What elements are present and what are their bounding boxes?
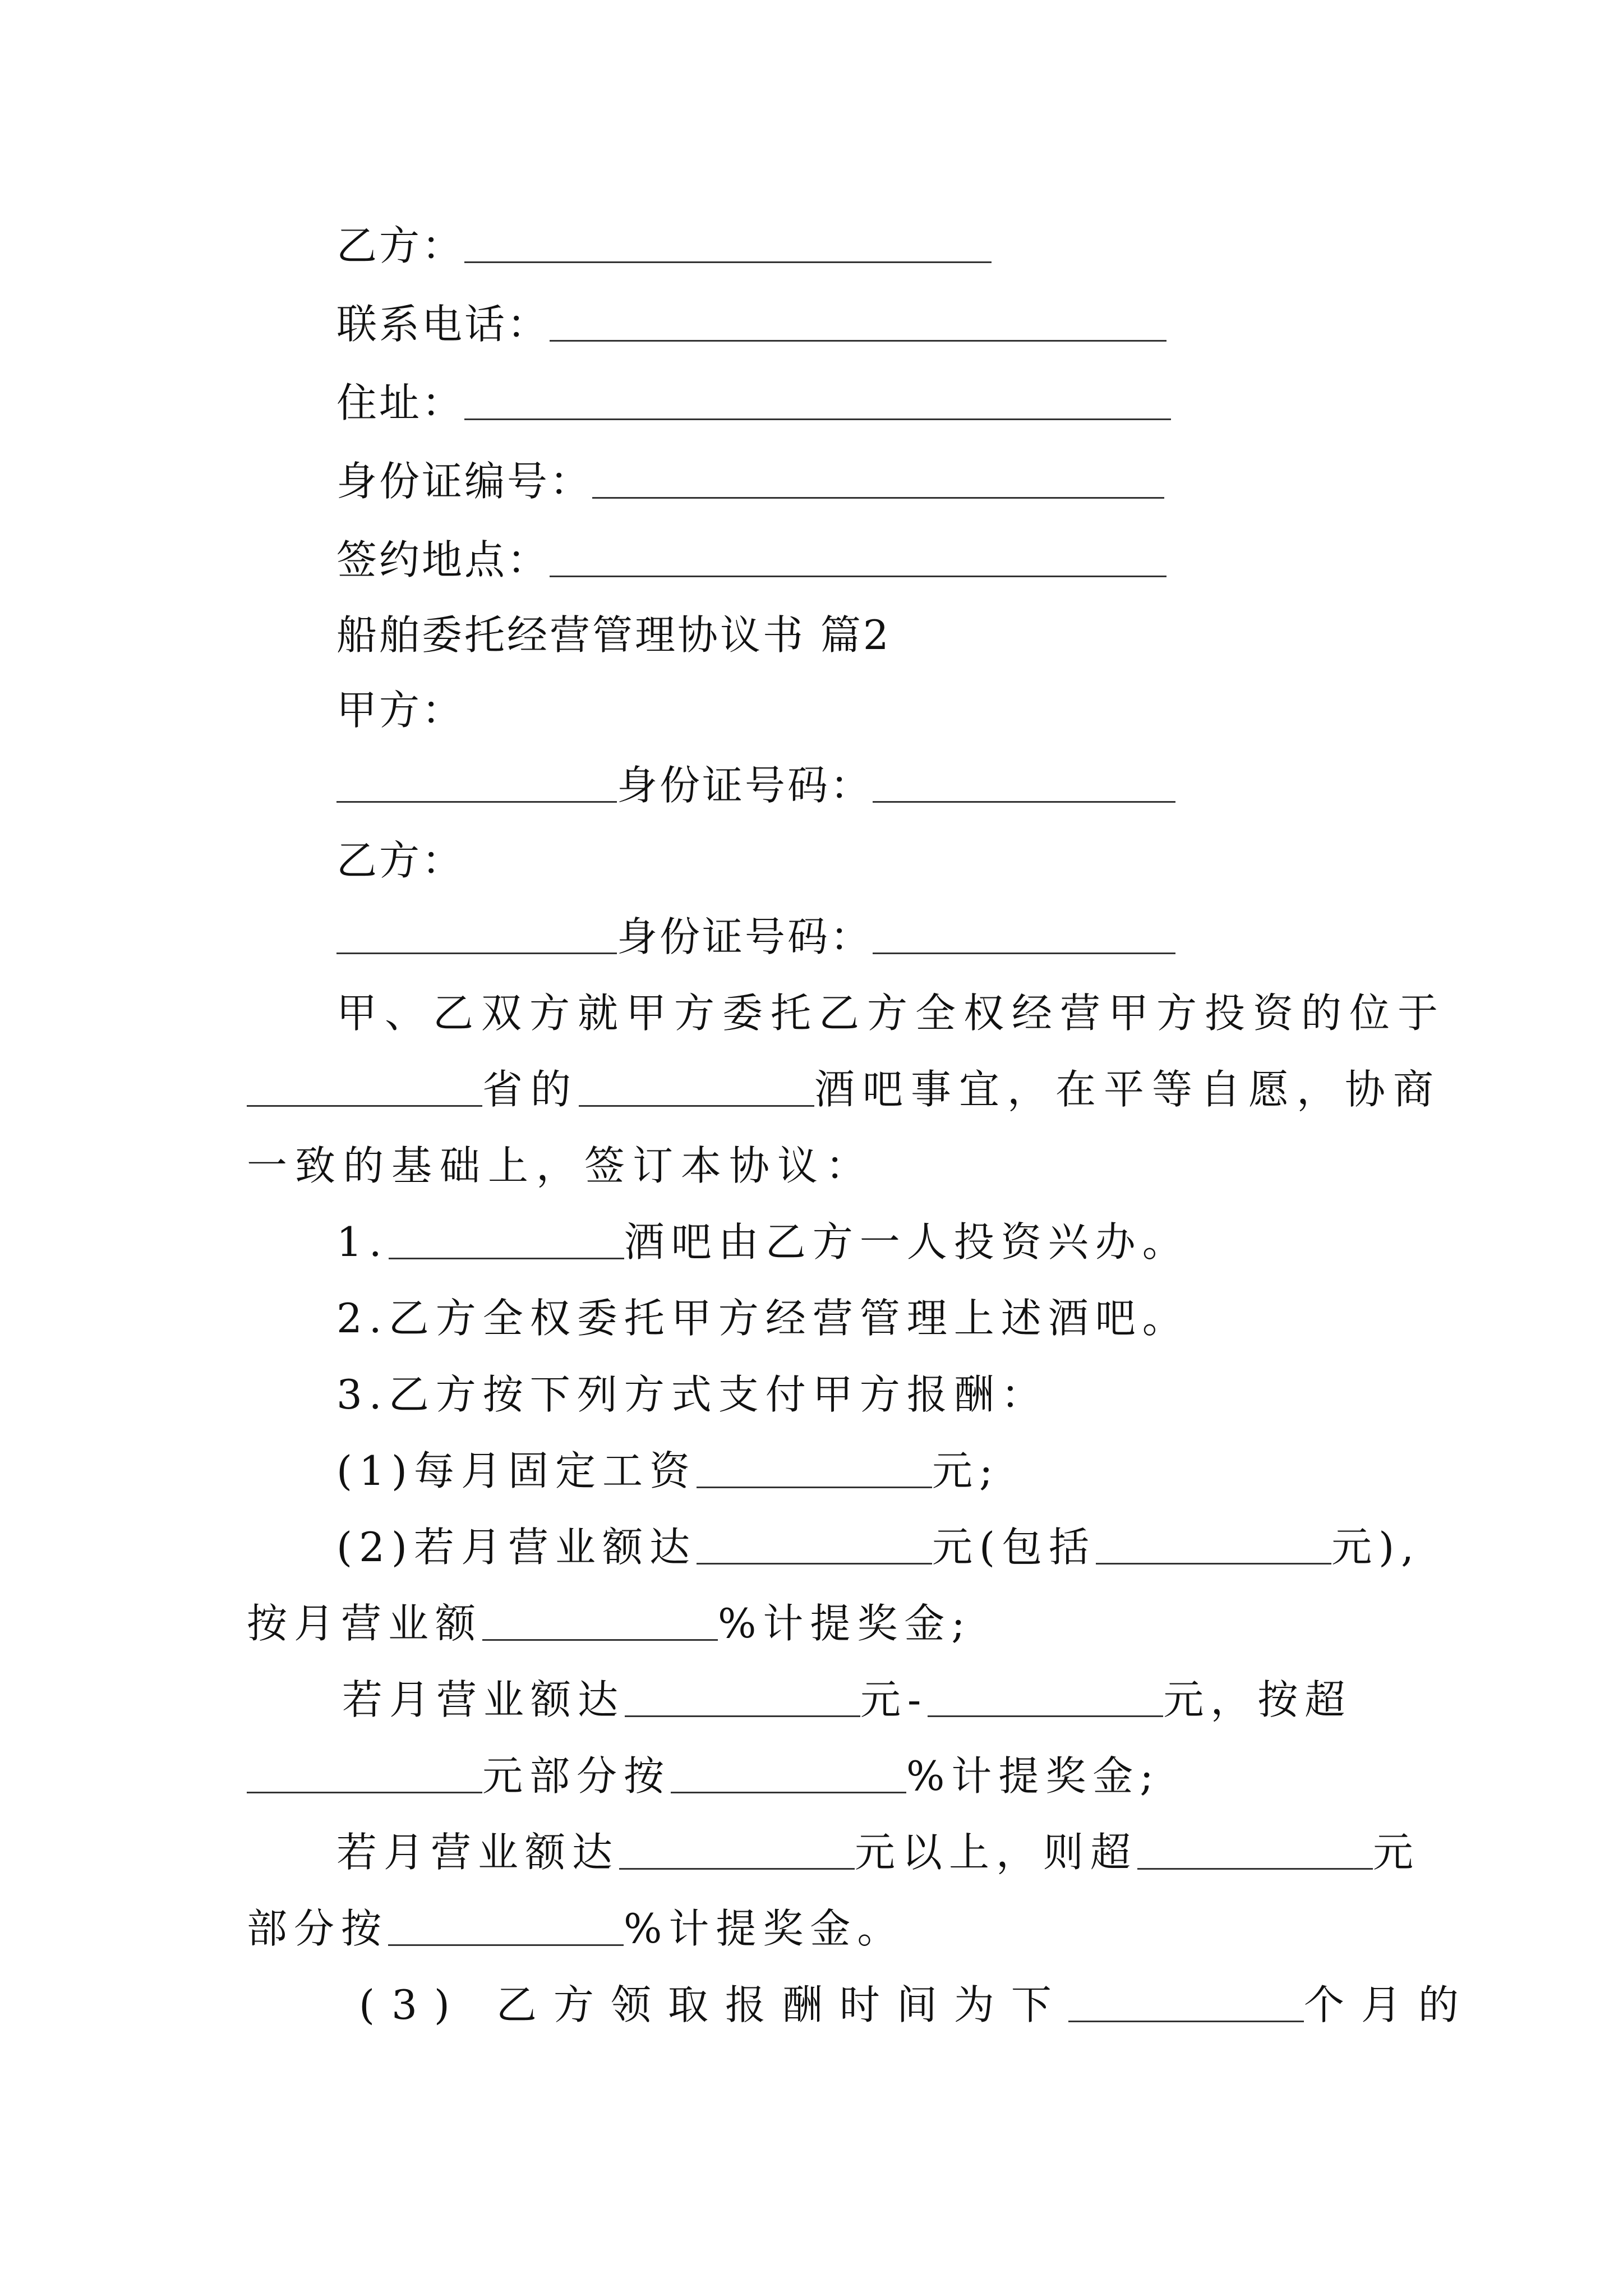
body-para-2: [247, 1056, 1441, 1123]
clause-3: [336, 1361, 1048, 1428]
clause-3-text: 3.乙方按下列方式支付甲方报酬：: [336, 1371, 1048, 1418]
party-b2-id-label: 身份证号码：: [617, 913, 873, 960]
body-para-1: [336, 979, 1446, 1047]
id-number-label: 身份证编号：: [336, 458, 593, 505]
body-para-2a: 省的: [482, 1066, 579, 1113]
tier2-cont-b: %计提奖金;: [906, 1752, 1160, 1800]
clause-2: [336, 1285, 1189, 1352]
clause-3-2-cont-b: %计提奖金;: [718, 1600, 972, 1647]
clause-1-text: 酒吧由乙方一人投资兴办。: [624, 1218, 1189, 1266]
body-para-2b: 酒吧事宜，在平等自愿，协商: [814, 1066, 1442, 1113]
clause-3-2-cont-a: 按月营业额: [247, 1600, 483, 1647]
clause-3-1: [336, 1437, 999, 1504]
id-number-blank[interactable]: [592, 497, 1164, 499]
party-a-id-label: 身份证号码：: [617, 762, 873, 809]
clause-3-3: [359, 1971, 1476, 2039]
body-para-3-text: 一致的基础上，签订本协议：: [247, 1142, 874, 1189]
party-b2-name-blank[interactable]: [336, 953, 617, 954]
party-b-line: [336, 212, 992, 279]
tier2-cont-a: 元部分按: [482, 1752, 671, 1800]
clause-3-2a: (2)若月营业额达: [336, 1524, 697, 1571]
sign-place-label: 签约地点：: [336, 536, 550, 583]
tier3-percent-blank[interactable]: [388, 1944, 624, 1946]
party-b-label: 乙方：: [336, 222, 465, 269]
party-a-line: [336, 677, 464, 744]
party-b2-line: [336, 827, 464, 894]
address-blank[interactable]: [464, 418, 1171, 420]
clause-3-2: [336, 1513, 1421, 1581]
clause-3-3a: (3) 乙方领取报酬时间为下: [359, 1981, 1068, 2028]
sign-place-blank[interactable]: [550, 576, 1166, 577]
phone-line: [336, 291, 1166, 358]
tier2-excess-blank[interactable]: [247, 1792, 482, 1793]
clause-2-text: 2.乙方全权委托甲方经营管理上述酒吧。: [336, 1295, 1189, 1342]
id-number-line: [336, 448, 1164, 515]
address-label: 住址：: [336, 379, 465, 426]
party-b2-id-blank[interactable]: [873, 953, 1175, 954]
tier2-percent-blank[interactable]: [671, 1792, 906, 1793]
tier3-cont-a: 部分按: [247, 1905, 389, 1952]
sign-place-line: [336, 526, 1166, 593]
bar-name-blank[interactable]: [579, 1105, 814, 1107]
clause-3-2-cont: [247, 1590, 972, 1657]
bonus-percent-blank-1[interactable]: [482, 1639, 718, 1641]
tier2-c: 元，按超: [1163, 1676, 1352, 1723]
tier2-b: 元-: [860, 1676, 928, 1723]
clause-1-num: 1.: [336, 1218, 389, 1266]
tier2-a: 若月营业额达: [342, 1676, 625, 1723]
tier3-c: 元: [1373, 1829, 1421, 1876]
phone-label: 联系电话：: [336, 301, 550, 348]
body-para-1-text: 甲、乙双方就甲方委托乙方全权经营甲方投资的位于: [336, 990, 1446, 1037]
party-a-id-blank[interactable]: [873, 801, 1175, 803]
phone-blank[interactable]: [550, 340, 1166, 342]
clause-3-2c: 元),: [1331, 1524, 1421, 1571]
party-b2-id-line: [336, 903, 1175, 970]
tier2-high-blank[interactable]: [928, 1715, 1163, 1717]
party-a-label: 甲方：: [336, 687, 465, 734]
revenue-include-blank[interactable]: [1096, 1563, 1331, 1565]
party-b-blank[interactable]: [464, 261, 992, 263]
clause-3-2-tier2-cont: [247, 1742, 1160, 1810]
clause-3-1b: 元;: [932, 1447, 1000, 1494]
tier2-low-blank[interactable]: [625, 1715, 860, 1717]
address-line: [336, 369, 1171, 436]
tier3-low-blank[interactable]: [619, 1868, 855, 1870]
clause-3-1a: (1)每月固定工资: [336, 1447, 697, 1494]
tier3-excess-blank[interactable]: [1137, 1868, 1373, 1870]
party-b2-label: 乙方：: [336, 837, 465, 884]
tier3-cont-b: %计提奖金。: [624, 1905, 905, 1952]
clause-3-2b: 元(包括: [932, 1524, 1096, 1571]
revenue-blank-1[interactable]: [697, 1563, 932, 1565]
tier3-b: 元以上，则超: [855, 1829, 1138, 1876]
tier3-a: 若月营业额达: [336, 1829, 620, 1876]
pay-month-blank[interactable]: [1068, 2021, 1304, 2022]
clause-1-blank[interactable]: [389, 1258, 624, 1259]
province-blank[interactable]: [247, 1105, 482, 1107]
body-para-3: [247, 1132, 874, 1199]
clause-3-2-tier3: [336, 1819, 1420, 1886]
clause-3-3b: 个月的: [1303, 1981, 1476, 2028]
clause-1: [336, 1208, 1189, 1276]
salary-blank[interactable]: [697, 1487, 932, 1488]
section-title: [336, 601, 891, 669]
party-a-name-blank[interactable]: [336, 801, 617, 803]
section-title-text: 船舶委托经营管理协议书 篇2: [336, 611, 891, 659]
clause-3-2-tier3-cont: [247, 1895, 904, 1962]
party-a-id-line: [336, 752, 1175, 819]
clause-3-2-tier2: [342, 1666, 1352, 1733]
